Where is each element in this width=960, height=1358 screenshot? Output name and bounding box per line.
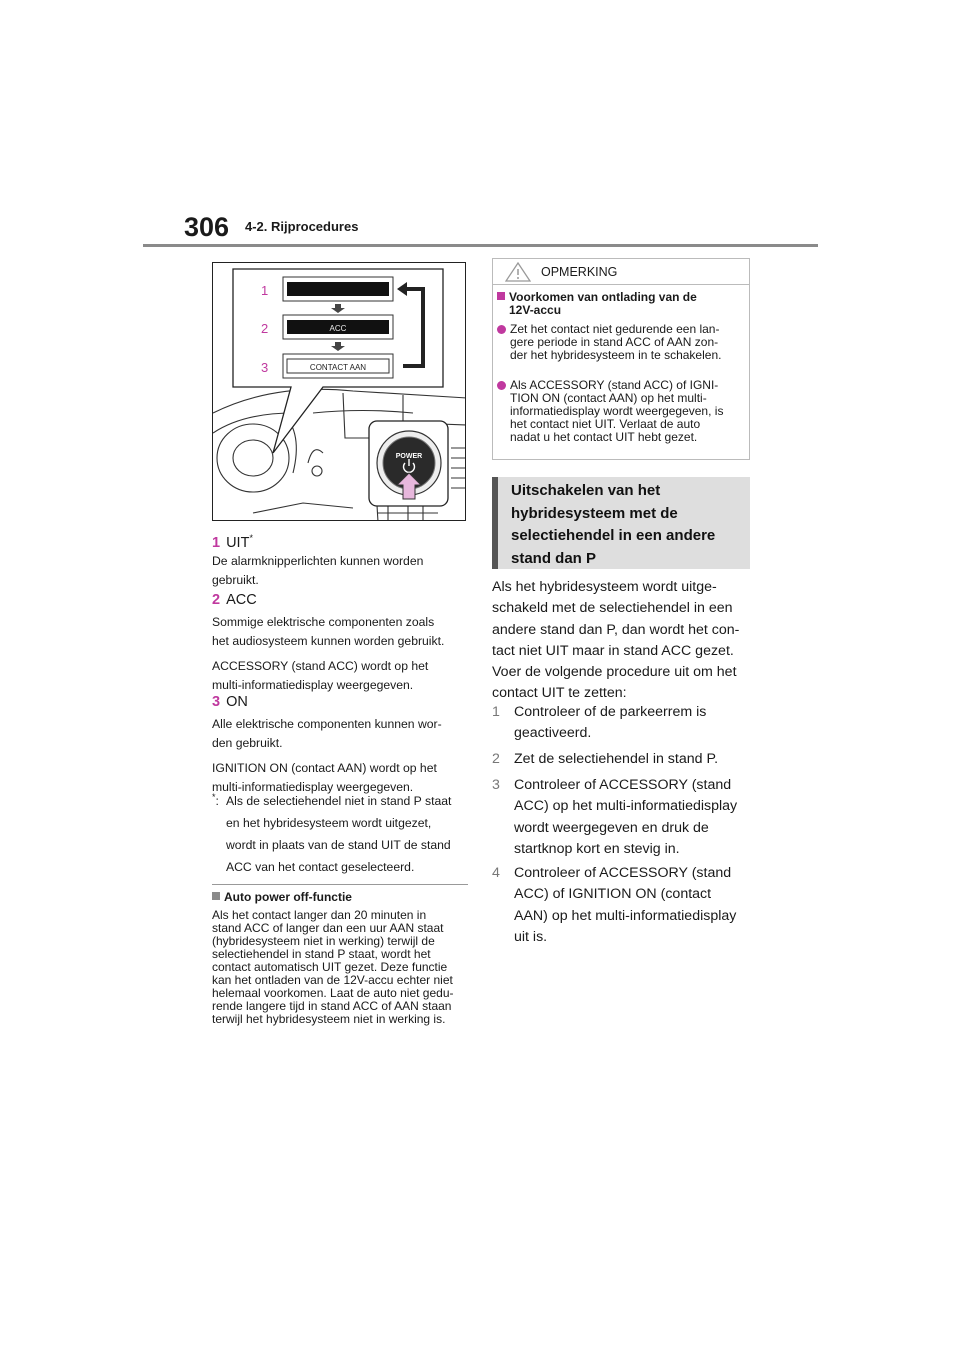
figure-label-1: 1 <box>261 283 269 298</box>
footnote: *: Als de selectiehendel niet in stand P staat en het hybridesysteem wordt uitgezet, wordt in plaats van de stand UIT de stand ACC van het contact geselecteerd. <box>212 792 452 874</box>
bullet-dot <box>497 325 506 334</box>
figure-label-3: 3 <box>261 360 269 375</box>
auto-power-section <box>212 890 468 1026</box>
divider <box>212 884 468 885</box>
contact-bar-label: CONTACT AAN <box>309 363 367 372</box>
item-acc-text: Sommige elektrische componenten zoals het audiosysteem kunnen worden gebruikt. ACCESSORY (stand ACC) wordt op het multi-informatiedisplay weergegeven. <box>212 615 445 692</box>
ignition-figure <box>212 262 466 521</box>
step-3: 3 Controleer of ACCESSORY (stand ACC) op het multi-informatiedisplay wordt weergegeven en druk de startknop kort en stevig in. <box>492 777 738 857</box>
item-uit-text: De alarmknipperlichten kunnen worden gebruikt. <box>212 554 424 587</box>
intro-paragraph: Als het hybridesysteem wordt uitge- schakeld met de selectiehendel in een andere stand dan P, dan wordt het con- tact niet UIT maar in stand ACC gezet. Voer de volgende procedure uit om het contact UIT te zetten: <box>492 579 740 702</box>
warning-icon <box>505 262 531 282</box>
item-number: 3 <box>212 694 221 710</box>
item-label: ACC <box>226 592 257 608</box>
section-heading: Uitschakelen van het hybridesysteem met de selectiehendel in een andere stand dan P <box>492 477 750 569</box>
item-label: ON <box>226 694 248 710</box>
note-subtitle: Voorkomen van ontlading van de 12V-accu <box>497 291 745 317</box>
dashboard-illustration <box>213 263 466 521</box>
step-2: 2 Zet de selectiehendel in stand P. <box>492 751 719 767</box>
bullet-dot <box>497 381 506 390</box>
square-bullet-icon <box>212 892 220 900</box>
item-on-text: Alle elektrische componenten kunnen wor- den gebruikt. IGNITION ON (contact AAN) wordt op het multi-informatiedisplay weergegeven. <box>212 717 442 794</box>
note-bullet-2: Als ACCESSORY (stand ACC) of IGNI- TION ON (contact AAN) op het multi- informatiedisplay wordt weergegeven, is het contact niet UIT. Verlaat de auto nadat u het contact UIT hebt gezet. <box>497 379 745 444</box>
square-bullet-icon <box>497 292 505 300</box>
page-number: 306 <box>184 212 230 242</box>
item-on <box>212 694 468 710</box>
note-divider <box>492 284 750 285</box>
header-rule <box>143 244 818 247</box>
section-title: 4-2. Rijprocedures <box>245 219 359 234</box>
item-label: UIT <box>226 534 250 551</box>
auto-power-text: Als het contact langer dan 20 minuten in stand ACC of langer dan een uur AAN staat (hybridesysteem niet in werking) terwijl de selectiehendel in stand P staat, wordt het contact automatisch UIT gezet. Deze functie kan het ontladen van de 12V-accu echter niet helemaal voorkomen. Laat de auto niet gedu- rende langere tijd in stand ACC of AAN staan terwijl het hybridesysteem niet in werking is. <box>212 908 454 1026</box>
item-number: 2 <box>212 592 221 608</box>
item-number: 1 <box>212 534 221 551</box>
auto-power-title: Auto power off-functie <box>224 890 352 904</box>
item-uit <box>212 533 468 551</box>
figure-label-2: 2 <box>261 321 269 336</box>
item-acc <box>212 592 468 608</box>
note-bullet-1: Zet het contact niet gedurende een lan- gere periode in stand ACC of AAN zon- der het hybridesysteem in te schakelen. <box>497 323 745 362</box>
acc-bar-label: ACC <box>329 324 347 333</box>
step-1: 1 Controleer of de parkeerrem is geactiveerd. <box>492 704 707 742</box>
step-4: 4 Controleer of ACCESSORY (stand ACC) of IGNITION ON (contact AAN) op het multi-informatiedisplay uit is. <box>492 865 737 945</box>
note-title: OPMERKING <box>541 265 618 279</box>
power-label: POWER <box>395 453 423 460</box>
footnote-mark: * <box>249 533 253 543</box>
